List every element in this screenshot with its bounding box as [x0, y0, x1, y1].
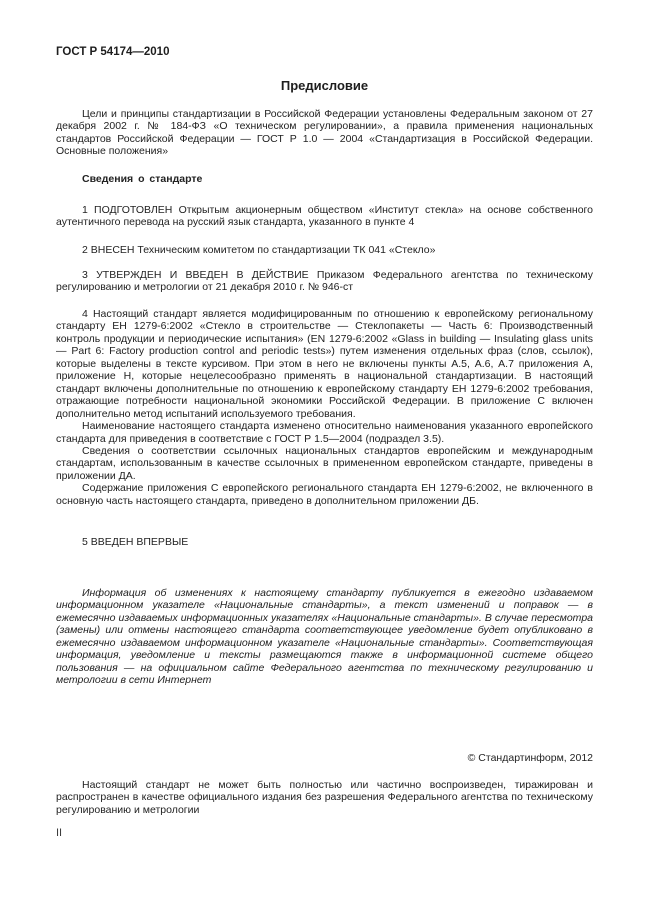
about-standard-heading: Сведения о стандарте: [82, 173, 203, 185]
item-4-paragraph-main: 4 Настоящий стандарт является модифицированным по отношению к европейскому региональному стандарту ЕН 1279-6:2002 «Стекло в строительстве — Стеклопакеты — Часть 6: Производственный контроль продукции и периодические испытания» (EN 1279-6:2002 «Glass in building — Insulating glass units — Part 6: Factory production control and periodic tests») путем изменения отдельных фраз (слов, ссылок), которые выделены в тексте курсивом. При этом в него не включены пункты А.5, А.6, А.7 приложения А, приложение Н, которые нецелесообразно применять в национальной стандартизации. В настоящий стандарт включены дополнительные по отношению к европейскому стандарту ЕН 1279-6:2002 требования, отражающие потребности национальной экономики Российской Федерации. В приложение С включен дополнительно метод испытаний используемого требования.: [56, 308, 593, 420]
item-4-modified-standard: [56, 308, 593, 507]
item-5-first-introduced: 5 ВВЕДЕН ВПЕРВЫЕ: [82, 536, 189, 548]
item-4-paragraph-name-change: Наименование настоящего стандарта изменено относительно наименования указанного европейского стандарта для приведения в соответствие с ГОСТ Р 1.5—2004 (подраздел 3.5).: [56, 420, 593, 445]
amendment-notice-paragraph: Информация об изменениях к настоящему стандарту публикуется в ежегодно издаваемом информационном указателе «Национальные стандарты», а текст изменений и поправок — в ежемесячно издаваемых информационных указателях «Национальные стандарты». В случае пересмотра (замены) или отмены настоящего стандарта соответствующее уведомление будет опубликовано в ежемесячно издаваемом информационном указателе «Национальные стандарты». Соответствующая информация, уведомление и тексты размещаются также в информационной системе общего пользования — на официальном сайте Федерального агентства по техническому регулированию и метрологии в сети Интернет: [56, 587, 593, 687]
reproduction-notice-paragraph: Настоящий стандарт не может быть полностью или частично воспроизведен, тиражирован и распространен в качестве официального издания без разрешения Федерального агентства по техническому регулированию и метрологии: [56, 779, 593, 816]
item-1-prepared: 1 ПОДГОТОВЛЕН Открытым акционерным обществом «Институт стекла» на основе собственного аутентичного перевода на русский язык стандарта, указанного в пункте 4: [56, 204, 593, 229]
page-number: II: [56, 827, 63, 839]
foreword-title: Предисловие: [280, 78, 369, 93]
copyright-line: © Стандартинформ, 2012: [467, 752, 593, 764]
item-2-submitted: 2 ВНЕСЕН Техническим комитетом по стандартизации ТК 041 «Стекло»: [82, 244, 436, 256]
doc-code-header: ГОСТ Р 54174—2010: [56, 46, 170, 58]
item-3-approved: 3 УТВЕРЖДЕН И ВВЕДЕН В ДЕЙСТВИЕ Приказом Федерального агентства по техническому регулированию и метрологии от 21 декабря 2010 г. № 946-ст: [56, 269, 593, 294]
item-4-paragraph-reference-info: Сведения о соответствии ссылочных национальных стандартов европейским и международным стандартам, использованным в качестве ссылочных в примененном европейском стандарте, приведены в приложении ДА.: [56, 444, 593, 482]
intro-paragraph: Цели и принципы стандартизации в Российской Федерации установлены Федеральным законом от 27 декабря 2002 г. № 184-ФЗ «О техническом регулировании», а правила применения национальных стандартов Российской Федерации — ГОСТ Р 1.0 — 2004 «Стандартизация в Российской Федерации. Основные положения»: [56, 108, 593, 158]
item-4-paragraph-annex-c: Содержание приложения С европейского регионального стандарта ЕН 1279-6:2002, не включенного в основную часть настоящего стандарта, приведено в дополнительном приложении ДБ.: [56, 482, 593, 507]
